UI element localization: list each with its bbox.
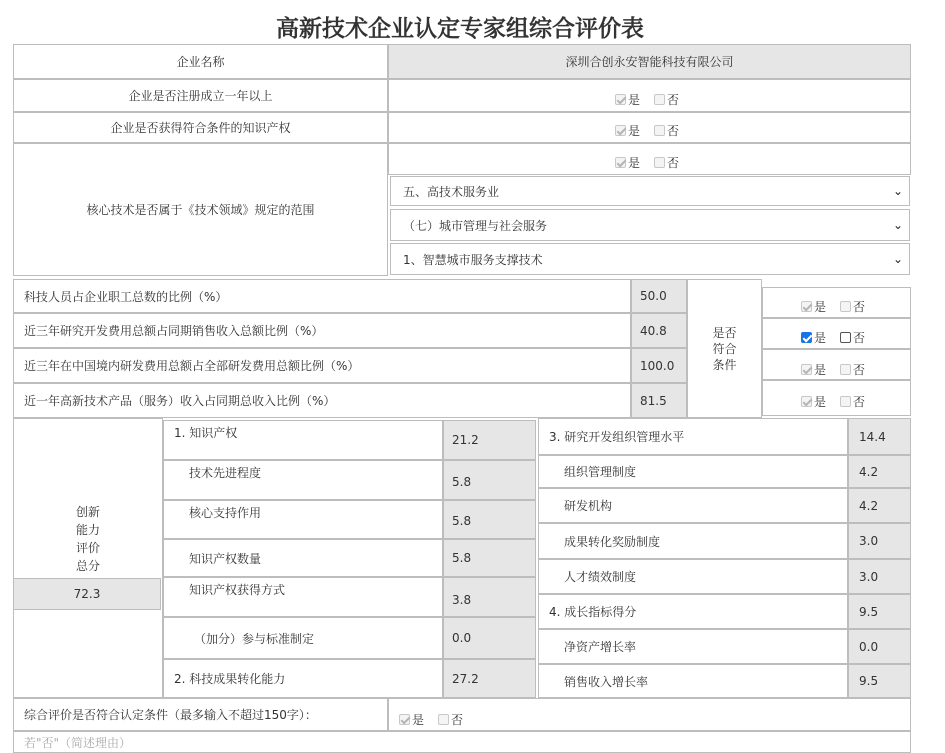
chevron-down-icon: ⌄ [892,252,903,266]
overall-question: 综合评价是否符合认定条件（最多输入不超过150字）： [13,698,388,731]
domestic-no-checkbox[interactable] [840,364,851,375]
yes-label: 是 [628,156,641,170]
rd-yes-checkbox[interactable] [801,332,812,343]
score-value-standards: 0.0 [443,617,536,659]
score-value-transfer: 27.2 [443,659,536,698]
score-value-sales-growth: 9.5 [848,664,911,698]
no-label: 否 [667,124,680,138]
ratio-value-hitech: 81.5 [631,383,687,418]
score-value-org-management: 4.2 [848,455,911,488]
no-label: 否 [853,363,866,377]
score-label-standards: （加分）参与标准制定 [163,617,443,659]
tech-subfield-value: （七）城市管理与社会服务 [403,218,548,233]
ratio-label-rd: 近三年研究开发费用总额占同期销售收入总额比例（%） [13,313,631,348]
score-value-rd-management: 14.4 [848,418,911,455]
tech-domain-answer [388,143,911,175]
hitech-yes-checkbox[interactable] [801,396,812,407]
score-label-transfer: 2. 科技成果转化能力 [163,659,443,698]
score-label-org-management: 组织管理制度 [538,455,848,488]
registered-answer [388,79,911,112]
ip-question: 企业是否获得符合条件的知识产权 [13,112,388,143]
yes-label: 是 [814,300,827,314]
score-label-growth: 4. 成长指标得分 [538,594,848,629]
no-label: 否 [667,93,680,107]
domestic-yes-checkbox[interactable] [801,364,812,375]
overall-reason-textarea[interactable]: 若"否"（简述理由） [13,731,911,753]
tech-subfield-select[interactable] [390,209,910,241]
yes-label: 是 [814,395,827,409]
innovation-total: 72.3 [13,578,161,610]
page-title: 高新技术企业认定专家组综合评价表 [276,15,644,42]
chevron-down-icon: ⌄ [892,218,903,232]
ratio-label-staff: 科技人员占企业职工总数的比例（%） [13,279,631,313]
score-value-growth: 9.5 [848,594,911,629]
ip-answer [388,112,911,143]
score-value-net-asset-growth: 0.0 [848,629,911,664]
score-label-ip: 1. 知识产权 [163,420,443,460]
ratio-label-hitech: 近一年高新技术产品（服务）收入占同期总收入比例（%） [13,383,631,418]
score-label-rd-institution: 研发机构 [538,488,848,523]
yes-label: 是 [814,363,827,377]
ratio-conform-rd [762,318,911,349]
no-label: 否 [853,395,866,409]
yes-label: 是 [814,331,827,345]
score-value-talent-performance: 3.0 [848,559,911,594]
score-label-rd-management: 3. 研究开发组织管理水平 [538,418,848,455]
tech-no-checkbox[interactable] [654,157,665,168]
score-label-talent-performance: 人才绩效制度 [538,559,848,594]
score-label-ip-count: 知识产权数量 [163,539,443,577]
registered-yes-checkbox[interactable] [615,94,626,105]
yes-label: 是 [628,124,641,138]
score-value-core-support: 5.8 [443,500,536,539]
score-label-transfer-reward: 成果转化奖励制度 [538,523,848,559]
ip-yes-checkbox[interactable] [615,125,626,136]
ratio-value-staff: 50.0 [631,279,687,313]
tech-item-value: 1、智慧城市服务支撑技术 [403,252,543,267]
staff-yes-checkbox[interactable] [801,301,812,312]
company-name-value: 深圳合创永安智能科技有限公司 [388,44,911,79]
ratio-conform-hitech [762,380,911,416]
tech-item-select[interactable] [390,243,910,275]
ip-no-checkbox[interactable] [654,125,665,136]
yes-label: 是 [628,93,641,107]
yes-label: 是 [412,713,425,727]
registered-question: 企业是否注册成立一年以上 [13,79,388,112]
score-value-tech-advanced: 5.8 [443,460,536,500]
ratio-conform-domestic [762,349,911,380]
overall-answer [388,698,911,731]
no-label: 否 [853,300,866,314]
tech-field-select[interactable] [390,176,910,206]
chevron-down-icon: ⌄ [892,184,903,198]
no-label: 否 [853,331,866,345]
ratio-conform-staff [762,287,911,318]
score-label-ip-method: 知识产权获得方式 [163,577,443,617]
staff-no-checkbox[interactable] [840,301,851,312]
score-value-ip-count: 5.8 [443,539,536,577]
registered-no-checkbox[interactable] [654,94,665,105]
score-value-transfer-reward: 3.0 [848,523,911,559]
score-label-net-asset-growth: 净资产增长率 [538,629,848,664]
score-label-tech-advanced: 技术先进程度 [163,460,443,500]
rd-no-checkbox[interactable] [840,332,851,343]
no-label: 否 [451,713,464,727]
overall-no-checkbox[interactable] [438,714,449,725]
company-name-label: 企业名称 [13,44,388,79]
innovation-label: 创新 能力 评价 总分 [75,505,100,573]
no-label: 否 [667,156,680,170]
tech-domain-question: 核心技术是否属于《技术领域》规定的范围 [13,143,388,276]
ratio-value-domestic: 100.0 [631,348,687,383]
score-value-rd-institution: 4.2 [848,488,911,523]
hitech-no-checkbox[interactable] [840,396,851,407]
score-label-core-support: 核心支持作用 [163,500,443,539]
conform-label: 是否 符合 条件 [687,279,762,418]
overall-yes-checkbox[interactable] [399,714,410,725]
score-value-ip: 21.2 [443,420,536,460]
ratio-label-domestic: 近三年在中国境内研发费用总额占全部研发费用总额比例（%） [13,348,631,383]
tech-yes-checkbox[interactable] [615,157,626,168]
ratio-value-rd: 40.8 [631,313,687,348]
tech-field-value: 五、高技术服务业 [403,184,500,199]
score-value-ip-method: 3.8 [443,577,536,617]
score-label-sales-growth: 销售收入增长率 [538,664,848,698]
